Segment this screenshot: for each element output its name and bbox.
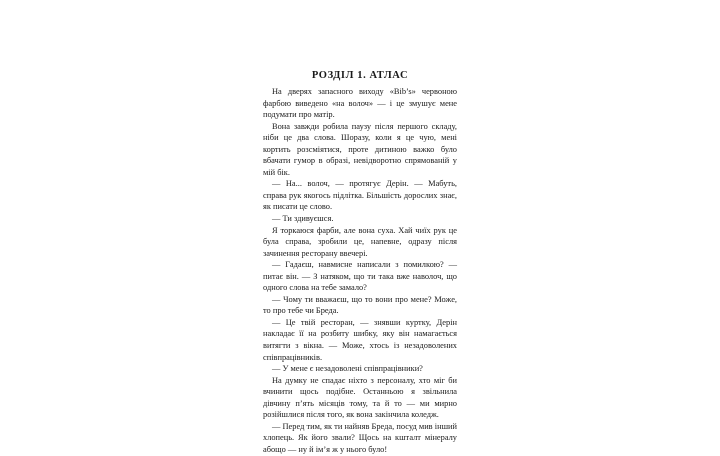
paragraph: На думку не спадає ніхто з персоналу, хто міг би вчинити щось подібне. Останньою я звільнила дівчину п’ять місяців тому, та й то — ми мирно розійшлися після того, як вона закінчила коледж. xyxy=(263,375,457,420)
paragraph: — Чому ти вважаєш, що то вони про мене? Може, то про тебе чи Бреда. xyxy=(263,294,457,316)
paragraph: — У мене є незадоволені співпрацівники? xyxy=(272,364,423,374)
paragraph: На дверях запасного виходу «Bib’s» червоною фарбою виведено «на волоч» — і це змушує мене подумати про матір. xyxy=(263,87,457,120)
paragraph: — На... волоч, — протягує Дерін. — Мабуть, справа рук якогось підлітка. Більшість дорослих знає, як писати це слово. xyxy=(263,179,457,212)
chapter-title: РОЗДІЛ 1. АТЛАС xyxy=(311,70,409,81)
paragraph: — Гадаєш, навмисне написали з помилкою? — питає він. — З натяком, що ти така вже наволоч, що одного слова на тебе замало? xyxy=(263,260,457,293)
paragraph: — Перед тим, як ти найняв Бреда, посуд мив інший хлопець. Як його звали? Щось на кшталт мінералу абощо — ну й ім’я ж у нього було! xyxy=(263,421,457,454)
paragraph: — Це твій ресторан, — знявши куртку, Дерін накладає її на розбиту шибку, яку він намагається витягти з вікна. — Може, хтось із незадоволених співпрацівників. xyxy=(263,317,457,362)
paragraph: Вона завжди робила паузу після першого складу, ніби це два слова. Шоразу, коли я це чую, мені кортить розсміятися, проте дитиною важко було вбачати гумор в образі, невідворотно спрямованій у мій бік. xyxy=(263,121,457,177)
paragraph: Я торкаюся фарби, але вона суха. Хай чиїх рук це була справа, зробили це, напевне, одразу після зачинення ресторану ввечері. xyxy=(263,225,457,258)
paragraph: — Ти здивуєшся. xyxy=(272,214,334,224)
chapter-body xyxy=(263,86,457,456)
